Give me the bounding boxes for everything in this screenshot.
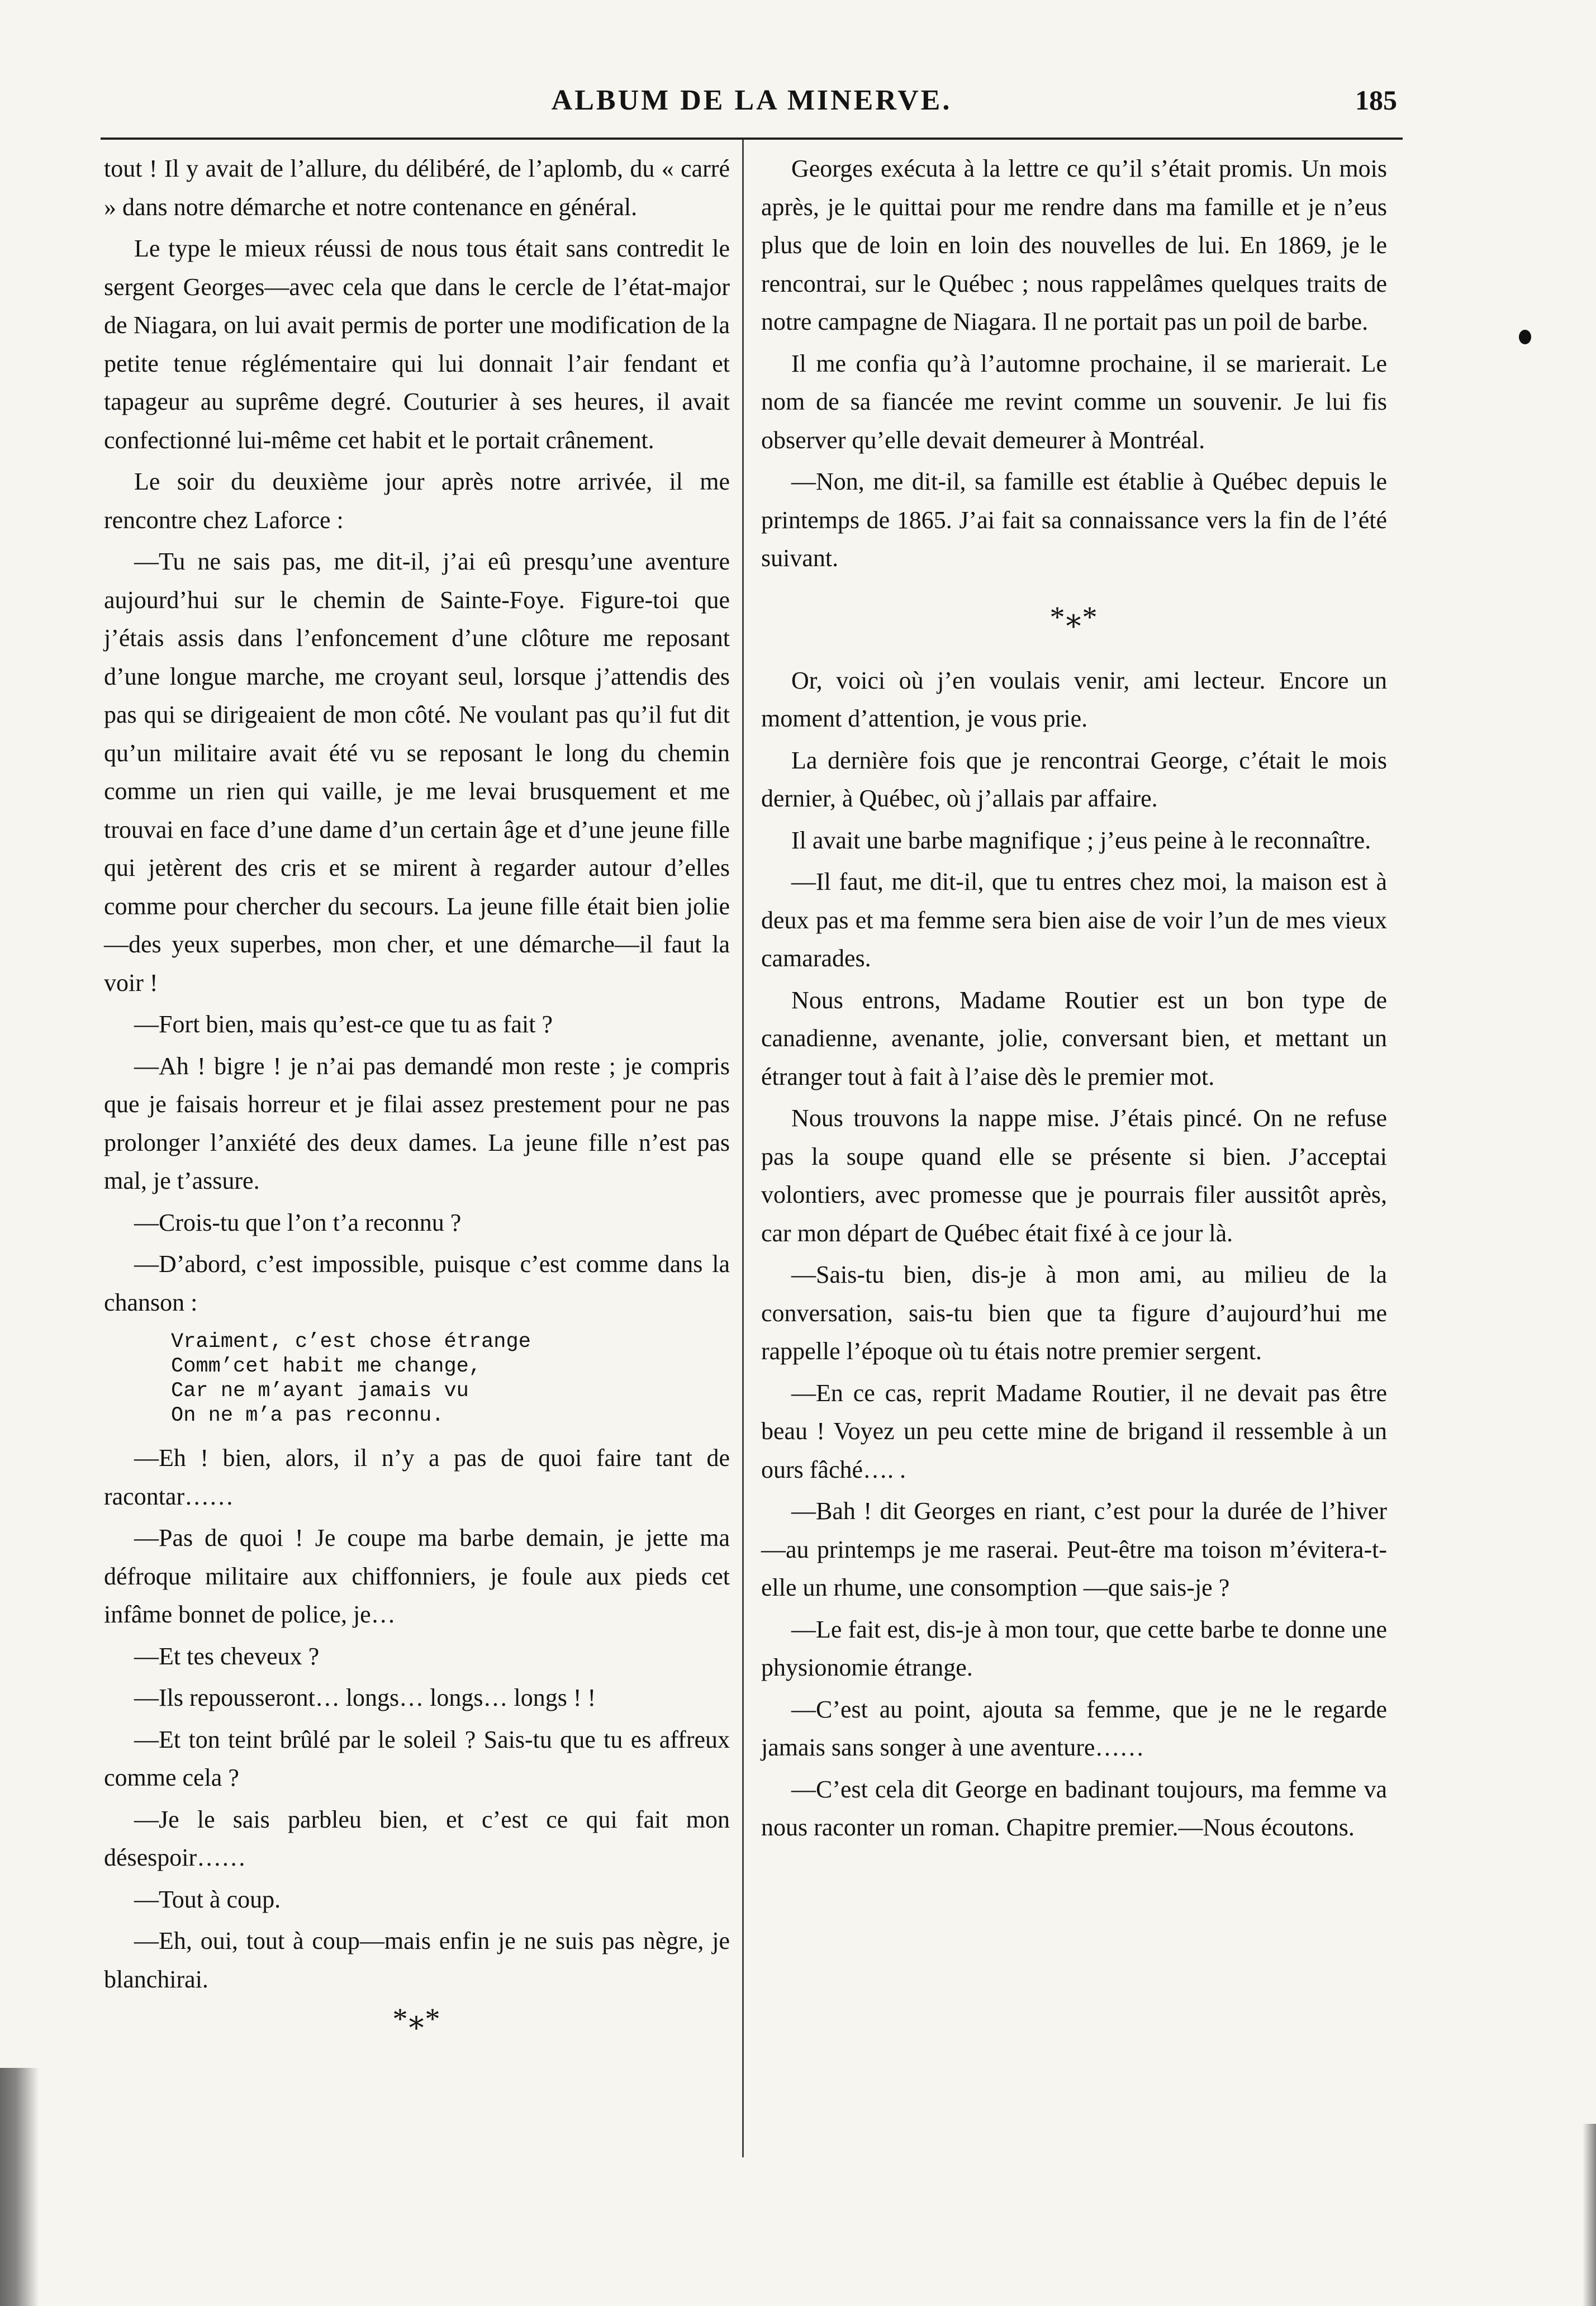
section-separator: *⁎* [1049,600,1099,634]
verse-line: On ne m’a pas reconnu. [171,1404,444,1427]
paragraph: —Non, me dit-il, sa famille est établie à Québec depuis le printemps de 1865. J’ai fait sa connaissance vers la fin de l’été suivant. [761,468,1387,572]
song-verse [171,1330,730,1428]
paragraph: —C’est cela dit George en badinant toujours, ma femme va nous raconter un roman. Chapitre premier.—Nous écoutons. [761,1775,1387,1841]
paragraph: —Eh, oui, tout à coup—mais enfin je ne suis pas nègre, je blanchirai. [104,1927,730,1993]
paragraph: —Ils repousseront… longs… longs… longs ! ! [134,1684,596,1711]
paragraph: —Ah ! bigre ! je n’ai pas demandé mon reste ; je compris que je faisais horreur et je filai assez prestement pour ne pas prolonger l’anxiété des deux dames. La jeune fille n’est pas mal, je t’assure. [104,1052,730,1194]
verse-line: Comm’cet habit me change, [171,1355,482,1378]
ink-dot-mark [1519,330,1531,344]
paragraph: —Je le sais parbleu bien, et c’est ce qui fait mon désespoir…… [104,1805,730,1871]
page-number: 185 [1355,84,1397,116]
paragraph: —Et tes cheveux ? [134,1642,320,1670]
paragraph: —Et ton teint brûlé par le soleil ? Sais-tu que tu es affreux comme cela ? [104,1725,730,1791]
paragraph: Or, voici où j’en voulais venir, ami lecteur. Encore un moment d’attention, je vous prie. [761,666,1387,732]
paragraph: —C’est au point, ajouta sa femme, que je ne le regarde jamais sans songer à une aventure…… [761,1695,1387,1761]
paragraph: —D’abord, c’est impossible, puisque c’est comme dans la chanson : [104,1250,730,1316]
paragraph: Georges exécuta à la lettre ce qu’il s’était promis. Un mois après, je le quittai pour me rendre dans ma famille et je n’eus plus que de loin en loin des nouvelles de lui. En 1869, je le rencontrai, sur le Québec ; nous rappelâmes quelques traits de notre campagne de Niagara. Il ne portait pas un poil de barbe. [761,155,1387,335]
running-header [101,84,1403,129]
verse-line: Vraiment, c’est chose étrange [171,1330,531,1354]
paragraph: tout ! Il y avait de l’allure, du délibéré, de l’aplomb, du « carré » dans notre démarche et notre contenance en général. [104,155,730,221]
paragraph: Il me confia qu’à l’automne prochaine, il se marierait. Le nom de sa fiancée me revint comme un souvenir. Je lui fis observer qu’elle devait demeurer à Montréal. [761,349,1387,454]
paragraph: —Tout à coup. [134,1885,281,1913]
paragraph: —Fort bien, mais qu’est-ce que tu as fait ? [134,1010,553,1038]
paragraph: Le type le mieux réussi de nous tous était sans contredit le sergent Georges—avec cela que dans le cercle de l’état-major de Niagara, on lui avait permis de porter une modification de la petite tenue réglémentaire qui lui donnait l’air fendant et tapageur au suprême degré. Couturier à ses heures, il avait confectionné lui-même cet habit et le portait crânement. [104,235,730,454]
paragraph: Il avait une barbe magnifique ; j’eus peine à le reconnaître. [791,826,1371,854]
paragraph: —Tu ne sais pas, me dit-il, j’ai eû presqu’une aventure aujourd’hui sur le chemin de Sainte-Foye. Figure-toi que j’étais assis dans l’enfoncement d’une clôture me reposant d’une longue marche, me croyant seul, lorsque j’attendis des pas qui se dirigeaient de mon côté. Ne voulant pas qu’il fut dit qu’un militaire avait été vu se reposant le long du chemin comme un rien qui vaille, je me levai brusquement et me trouvai en face d’une dame d’un certain âge et d’une jeune fille qui jetèrent des cris et se mirent à regarder autour d’elles comme pour chercher du secours. La jeune fille était bien jolie—des yeux superbes, mon cher, et une démarche—il faut la voir ! [104,548,730,997]
section-separator: *⁎* [392,2002,441,2035]
paragraph: La dernière fois que je rencontrai George, c’était le mois dernier, à Québec, où j’allais par affaire. [761,746,1387,812]
paragraph: —Eh ! bien, alors, il n’y a pas de quoi faire tant de racontar…… [104,1444,730,1510]
paragraph: —Il faut, me dit-il, que tu entres chez moi, la maison est à deux pas et ma femme sera bien aise de voir l’un de mes vieux camarades. [761,868,1387,972]
binding-shadow [0,2068,39,2306]
right-column [761,150,1387,1851]
paragraph: —En ce cas, reprit Madame Routier, il ne devait pas être beau ! Voyez un peu cette mine de brigand il ressemble à un ours fâché…. . [761,1379,1387,1483]
paragraph: —Crois-tu que l’on t’a reconnu ? [134,1208,462,1236]
column-divider [742,140,744,2157]
paragraph: —Bah ! dit Georges en riant, c’est pour la durée de l’hiver—au printemps je me raserai. Peut-être ma toison m’évitera-t-elle un rhume, une consomption —que sais-je ? [761,1497,1387,1601]
page-edge-shadow [1583,2124,1596,2306]
left-column [104,150,730,2035]
paragraph: —Pas de quoi ! Je coupe ma barbe demain, je jette ma défroque militaire aux chiffonniers, je foule aux pieds cet infâme bonnet de police, je… [104,1524,730,1628]
paragraph: Nous entrons, Madame Routier est un bon type de canadienne, avenante, jolie, conversant bien, et mettant un étranger tout à fait à l’aise dès le premier mot. [761,986,1387,1090]
paragraph: Le soir du deuxième jour après notre arrivée, il me rencontre chez Laforce : [104,468,730,534]
header-rule [101,137,1403,140]
journal-title: ALBUM DE LA MINERVE. [551,84,952,116]
paragraph: Nous trouvons la nappe mise. J’étais pincé. On ne refuse pas la soupe quand elle se présente si bien. J’acceptai volontiers, avec promesse que je pourrais filer aussitôt après, car mon départ de Québec était fixé à ce jour là. [761,1104,1387,1247]
paragraph: —Le fait est, dis-je à mon tour, que cette barbe te donne une physionomie étrange. [761,1615,1387,1681]
paragraph: —Sais-tu bien, dis-je à mon ami, au milieu de la conversation, sais-tu bien que ta figure d’aujourd’hui me rappelle l’époque où tu étais notre premier sergent. [761,1261,1387,1365]
verse-line: Car ne m’ayant jamais vu [171,1379,469,1403]
